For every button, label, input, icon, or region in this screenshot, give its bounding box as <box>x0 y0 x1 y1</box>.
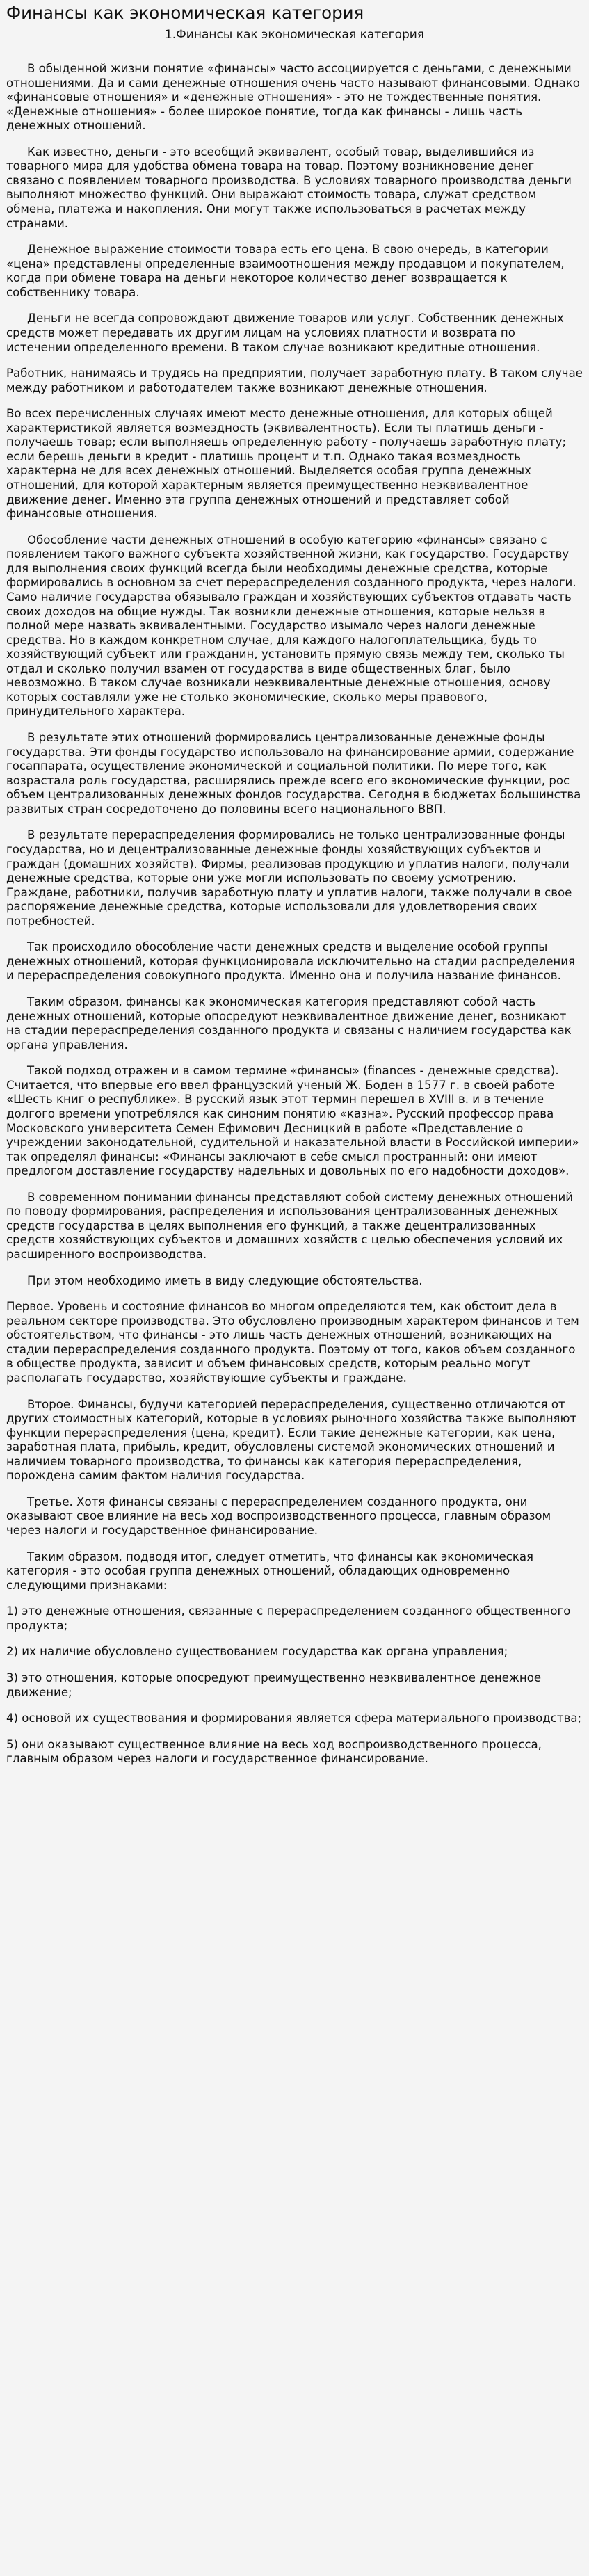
paragraph: Второе. Финансы, будучи категорией перераспределения, существенно отличаются от других стоимостных категорий, которые в условиях рыночного хозяйства также выполняют функции перераспределения (цена, кредит). Если такие денежные категории, как цена, заработная плата, прибыль, кредит, обусловлены системой экономических отношений и наличием товарного производства, то финансы как категория перераспределения, порождена самим фактом наличия государства. <box>6 1397 577 1483</box>
paragraph: Обособление части денежных отношений в особую категорию «финансы» связано с появлением такого важного субъекта хозяйственной жизни, как государство. Государству для выполнения своих функций всегда были необходимы денежные средства, которые формировались в основном за счет перераспределения созданного продукта, через налоги. Само наличие государства обязывало граждан и хозяйствующих субъектов отдавать часть своих доходов на общие нужды. Так возникли денежные отношения, которые нельзя в полной мере назвать эквивалентными. Государство изымало через налоги денежные средства. Но в каждом конкретном случае, для каждого налогоплательщика, будь то хозяйствующий субъект или гражданин, установить прямую связь между тем, сколько ты отдал и сколько получил взамен от государства в виде общественных благ, было невозможно. В таком случае возникали неэквивалентные денежные отношения, основу которых составляли уже не столько экономические, сколько меры правового, принудительного характера. <box>6 533 576 718</box>
section-subtitle: 1.Финансы как экономическая категория <box>164 27 425 42</box>
paragraph: Такой подход отражен и в самом термине «финансы» (finances - денежные средства). Считается, что впервые его ввел французский ученый Ж. Боден в 1577 г. в своей работе «Шесть книг о республике». В русский язык этот термин перешел в XVIII в. и в течение долгого времени употреблялся как синоним понятию «казна». Русский профессор права Московского университета Семен Ефимович Десницкий в работе «Представление о учреждении законодательной, судительной и наказательной власти в Российской империи» так определял финансы: «Финансы заключают в себе смысл пространный: они имеют предлогом доставление государству надельных и довольных по его надобности доходов». <box>6 1064 579 1178</box>
paragraph: Таким образом, подводя итог, следует отметить, что финансы как экономическая категория - это особая группа денежных отношений, обладающих одновременно следующими признаками: <box>6 1549 534 1592</box>
paragraph: В результате перераспределения формировались не только централизованные фонды государства, но и децентрализованные денежные фонды хозяйствующих субъектов и граждан (домашних хозяйств). Фирмы, реализовав продукцию и уплатив налоги, получали денежные средства, которые они уже могли использовать по своему усмотрению. Граждане, работники, получив заработную плату и уплатив налоги, также получали в свое распоряжение денежные средства, которые использовали для удовлетворения своих потребностей. <box>6 828 572 928</box>
paragraph: В обыденной жизни понятие «финансы» часто ассоциируется с деньгами, с денежными отношениями. Да и сами денежные отношения очень часто называют финансовыми. Однако «финансовые отношения» и «денежные отношения» - это не тождественные понятия. «Денежные отношения» - более широкое понятие, тогда как финансы - лишь часть денежных отношений. <box>6 61 580 133</box>
paragraph: Таким образом, финансы как экономическая категория представляют собой часть денежных отношений, которые опосредуют неэквивалентное движение денег, возникают на стадии перераспределения созданного продукта и связаны с наличием государства как органа управления. <box>6 995 572 1052</box>
paragraph: 3) это отношения, которые опосредуют преимущественно неэквивалентное денежное движение; <box>6 1671 542 1699</box>
paragraph: В результате этих отношений формировались централизованные денежные фонды государства. Эти фонды государство использовало на финансирование армии, содержание госаппарата, осуществление экономической и социальной политики. По мере того, как возрастала роль государства, расширялись прежде всего его экономические функции, рос объем централизованных денежных фондов государства. Сегодня в бюджетах большинства развитых стран сосредоточено до половины всего национального ВВП. <box>6 731 581 816</box>
paragraph: Во всех перечисленных случаях имеют место денежные отношения, для которых общей характеристикой является возмездность (эквивалентность). Если ты платишь деньги - получаешь товар; если выполняешь определенную работу - получаешь заработную плату; если берешь деньги в кредит - платишь процент и т.п. Однако такая возмездность характерна не для всех денежных отношений. Выделяется особая группа денежных отношений, для которой характерным является преимущественно неэквивалентное движение денег. Именно эта группа денежных отношений и представляет собой финансовые отношения. <box>6 407 567 521</box>
paragraph: 1) это денежные отношения, связанные с перераспределением созданного общественного продукта; <box>6 1604 571 1632</box>
page-title: Финансы как экономическая категория <box>6 3 364 23</box>
paragraph: При этом необходимо иметь в виду следующие обстоятельства. <box>27 1273 423 1287</box>
paragraph: Как известно, деньги - это всеобщий эквивалент, особый товар, выделившийся из товарного мира для удобства обмена товара на товар. Поэтому возникновение денег связано с появлением товарного производства. В условиях товарного производства деньги выполняют множество функций. Они выражают стоимость товара, служат средством обмена, платежа и накопления. Они могут также использоваться в расчетах между странами. <box>6 145 572 230</box>
paragraph: 5) они оказывают существенное влияние на весь ход воспроизводственного процесса, главным образом через налоги и государственное финансирование. <box>6 1737 542 1766</box>
article-body <box>6 62 583 1766</box>
paragraph: Так происходило обособление части денежных средств и выделение особой группы денежных отношений, которая функционировала исключительно на стадии распределения и перераспределения совокупного продукта. Именно она и получила название финансов. <box>6 940 576 983</box>
paragraph: Деньги не всегда сопровождают движение товаров или услуг. Собственник денежных средств может передавать их другим лицам на условиях платности и возврата по истечении определенного времени. В таком случае возникают кредитные отношения. <box>6 312 564 354</box>
paragraph: Денежное выражение стоимости товара есть его цена. В свою очередь, в категории «цена» представлены определенные взаимоотношения между продавцом и покупателем, когда при обмене товара на деньги некоторое количество денег возвращается к собственнику товара. <box>6 243 565 299</box>
paragraph: Третье. Хотя финансы связаны с перераспределением созданного продукта, они оказывают свое влияние на весь ход воспроизводственного процесса, главным образом через налоги и государственное финансирование. <box>6 1495 551 1537</box>
paragraph: Первое. Уровень и состояние финансов во многом определяются тем, как обстоит дела в реальном секторе производства. Это обусловлено производным характером финансов и тем обстоятельством, что финансы - это лишь часть денежных отношений, возникающих на стадии перераспределения созданного продукта. Поэтому от того, каков объем созданного в обществе продукта, зависит и объем финансовых средств, которым реально могут располагать государство, хозяйствующие субъекты и граждане. <box>6 1300 579 1385</box>
paragraph: Работник, нанимаясь и трудясь на предприятии, получает заработную плату. В таком случае между работником и работодателем также возникают денежные отношения. <box>6 367 583 394</box>
paragraph: 4) основой их существования и формирования является сфера материального производства; <box>6 1712 582 1725</box>
paragraph: 2) их наличие обусловлено существованием государства как органа управления; <box>6 1645 508 1659</box>
paragraph: В современном понимании финансы представляют собой систему денежных отношений по поводу формирования, распределения и использования централизованных денежных средств государства в целях выполнения его функций, а также децентрализованных средств хозяйствующих субъектов и домашних хозяйств с целью обеспечения условий их расширенного воспроизводства. <box>6 1190 574 1261</box>
